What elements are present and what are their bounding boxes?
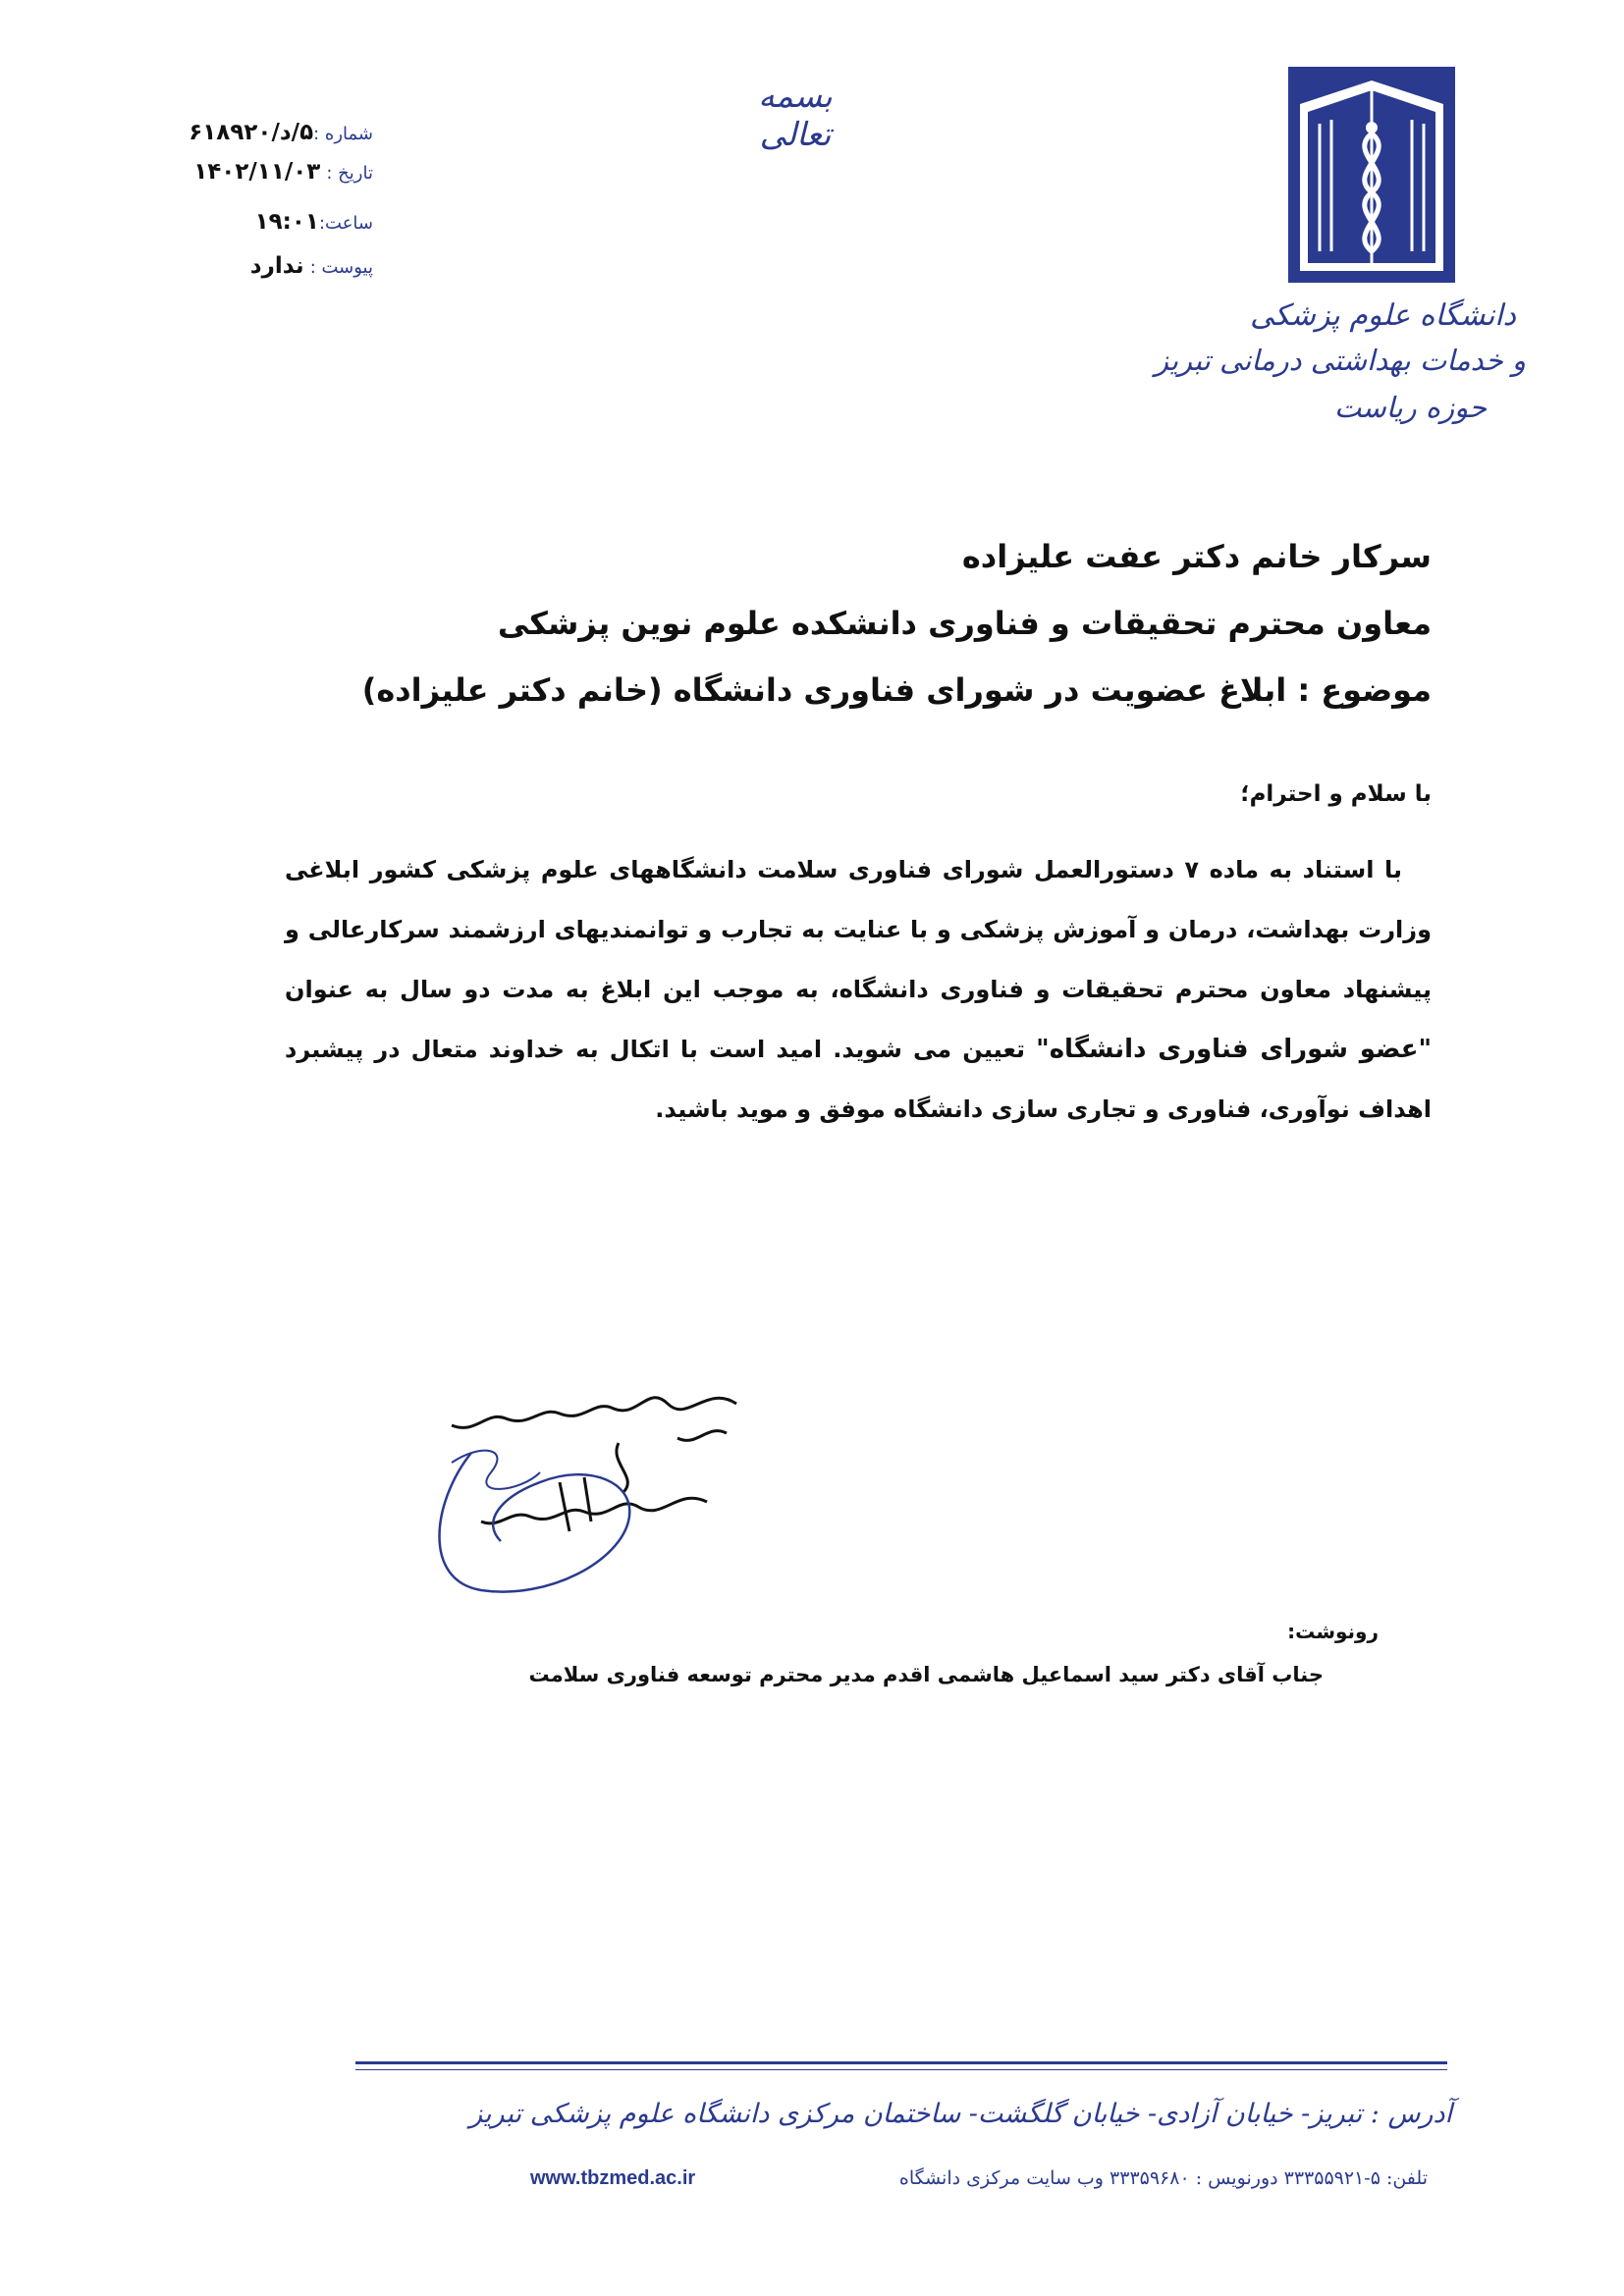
letter-time xyxy=(147,209,373,235)
letter-attachment-label: پیوست : xyxy=(309,257,373,278)
greeting: با سلام و احترام؛ xyxy=(1240,781,1432,807)
signature-image xyxy=(412,1364,746,1610)
footer-contact: تلفن: ۵-۳۳۳۵۵۹۲۱ دورنویس : ۳۳۳۵۹۶۸۰ وب سایت مرکزی دانشگاه xyxy=(898,2167,1428,2189)
logo-line-services: و خدمات بهداشتی درمانی تبریز xyxy=(1154,344,1526,377)
body-text-part2: تعیین می شوید. امید است با اتکال به خداوند متعال در پیشبرد اهداف نوآوری، فناوری و تجاری سازی دانشگاه موفق و موید باشید. xyxy=(285,1036,1432,1123)
recipient-position: معاون محترم تحقیقات و فناوری دانشکده علوم نوین پزشکی xyxy=(497,605,1432,642)
footer-website[interactable]: www.tbzmed.ac.ir xyxy=(530,2167,696,2189)
cc-recipient: جناب آقای دکتر سید اسماعیل هاشمی اقدم مدیر محترم توسعه فناوری سلامت xyxy=(528,1663,1324,1686)
footer-rule-bottom xyxy=(355,2069,1447,2070)
basmala: بسمه تعالی xyxy=(758,77,833,153)
membership-title: "عضو شورای فناوری دانشگاه" xyxy=(1036,1035,1433,1064)
letter-time-label: ساعت: xyxy=(318,213,373,234)
footer-address: آدرس : تبریز- خیابان آزادی- خیابان گلگشت- ساختمان مرکزی دانشگاه علوم پزشکی تبریز xyxy=(469,2099,1452,2129)
letter-body xyxy=(285,840,1432,1140)
letter-number-label: شماره : xyxy=(313,124,373,144)
letter-date-value: ۱۴۰۲/۱۱/۰۳ xyxy=(193,159,321,185)
body-text-part1: با استناد به ماده ۷ دستورالعمل شورای فناوری سلامت دانشگاههای علوم پزشکی کشور ابلاغی وزارت بهداشت، درمان و آموزش پزشکی و با عنایت به تجارب و توانمندیهای ارزشمند سرکارعالی و پیشنهاد معاون محترم تحقیقات و فناوری دانشگاه، به موجب این ابلاغ به مدت دو سال به عنوان xyxy=(285,856,1432,1003)
footer-rule-top xyxy=(355,2061,1447,2064)
letter-number-value: ۵/د/۶۱۸۹۲۰ xyxy=(189,120,314,145)
letter-time-value: ۱۹:۰۱ xyxy=(254,209,319,235)
university-logo xyxy=(1286,65,1457,293)
letter-attachment-value: ندارد xyxy=(249,253,304,279)
letter-date-label: تاریخ : xyxy=(326,163,373,184)
logo-line-university: دانشگاه علوم پزشکی xyxy=(1250,298,1516,333)
letter-date xyxy=(147,159,373,185)
logo-line-presidency: حوزه ریاست xyxy=(1333,391,1487,424)
recipient-name: سرکار خانم دکتر عفت علیزاده xyxy=(961,538,1432,575)
letter-number xyxy=(147,120,373,145)
cc-label: رونوشت: xyxy=(1287,1620,1379,1643)
letter-subject: موضوع : ابلاغ عضویت در شورای فناوری دانشگاه (خانم دکتر علیزاده) xyxy=(361,671,1432,709)
letter-attachment xyxy=(147,253,373,279)
